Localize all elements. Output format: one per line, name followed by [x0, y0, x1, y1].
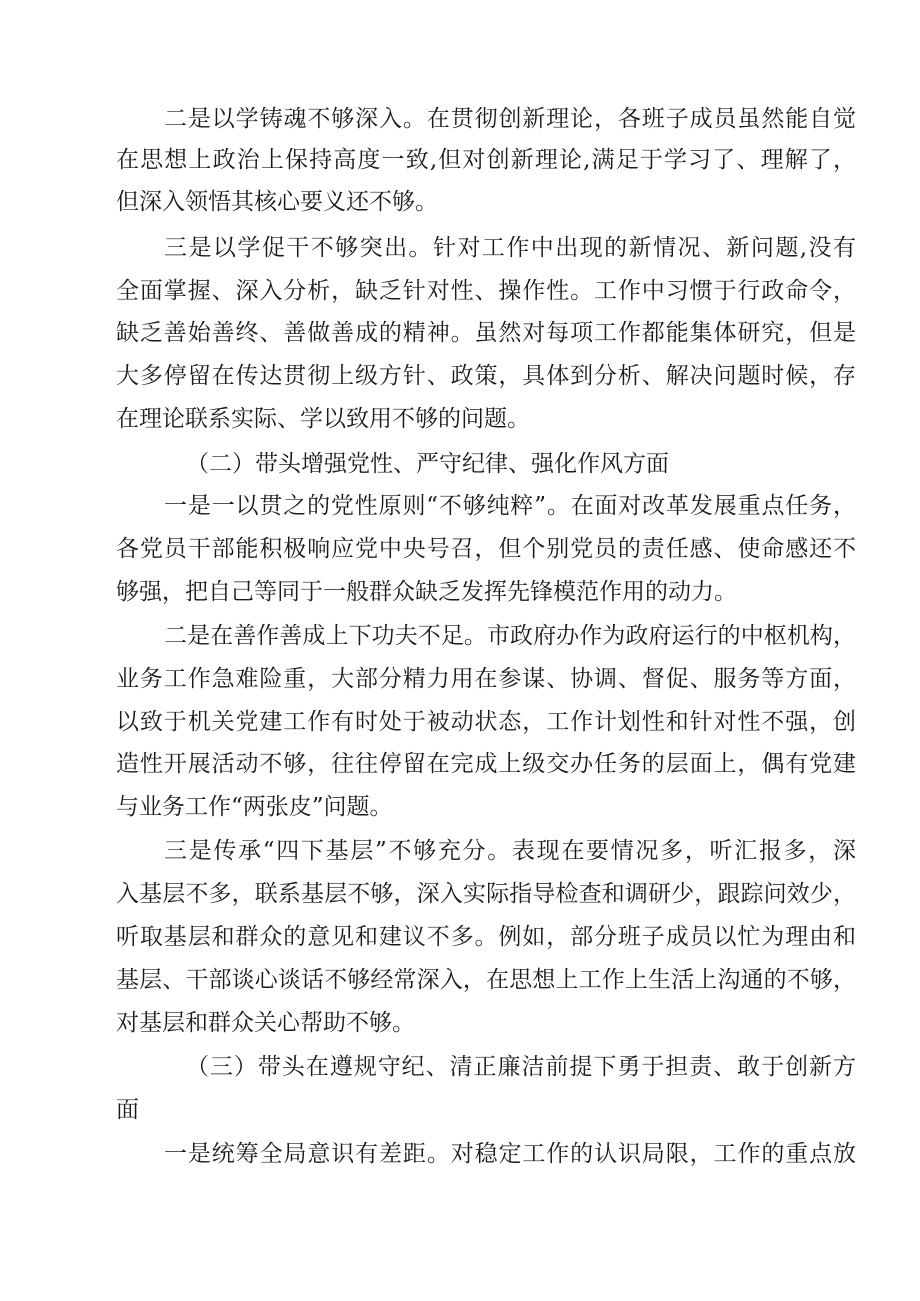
- paragraph-2-line-2: 全面掌握、深入分析，缺乏针对性、操作性。工作中习惯于行政命令，: [116, 278, 856, 304]
- paragraph-3-line-2: 各党员干部能积极响应党中央号召，但个别党员的责任感、使命感还不: [116, 536, 856, 562]
- paragraph-1-line-3: 但深入领悟其核心要义还不够。: [116, 189, 438, 215]
- section-heading-2: （二）带头增强党性、严守纪律、强化作风方面: [186, 451, 669, 477]
- paragraph-1-line-2: 在思想上政治上保持高度一致,但对创新理论,满足于学习了、理解了，: [116, 147, 856, 173]
- paragraph-2-line-4: 大多停留在传达贯彻上级方针、政策，具体到分析、解决问题时候，存: [116, 363, 856, 389]
- paragraph-6-line-1: 一是统筹全局意识有差距。对稳定工作的认识局限，工作的重点放: [164, 1141, 856, 1167]
- paragraph-4-line-5: 与业务工作“两张皮”问题。: [116, 794, 393, 820]
- paragraph-2-line-1: 三是以学促干不够突出。针对工作中出现的新情况、新问题,没有: [164, 235, 856, 261]
- paragraph-3-line-3: 够强，把自己等同于一般群众缺乏发挥先锋模范作用的动力。: [116, 579, 737, 605]
- paragraph-1-line-1: 二是以学铸魂不够深入。在贯彻创新理论，各班子成员虽然能自觉: [164, 106, 856, 132]
- paragraph-5-line-2: 入基层不多，联系基层不够，深入实际指导检查和调研少，跟踪问效少，: [116, 881, 856, 907]
- paragraph-4-line-3: 以致于机关党建工作有时处于被动状态，工作计划性和针对性不强，创: [116, 709, 856, 735]
- paragraph-2-line-3: 缺乏善始善终、善做善成的精神。虽然对每项工作都能集体研究，但是: [116, 320, 856, 346]
- section-heading-3-line-2: 面: [116, 1097, 139, 1123]
- paragraph-4-line-4: 造性开展活动不够，往往停留在完成上级交办任务的层面上，偶有党建: [116, 751, 856, 777]
- paragraph-4-line-1: 二是在善作善成上下功夫不足。市政府办作为政府运行的中枢机构，: [164, 623, 856, 649]
- section-heading-3-line-1: （三）带头在遵规守纪、清正廉洁前提下勇于担责、敢于创新方: [186, 1054, 856, 1080]
- paragraph-3-line-1: 一是一以贯之的党性原则“不够纯粹”。在面对改革发展重点任务，: [164, 493, 856, 519]
- paragraph-5-line-1: 三是传承“四下基层”不够充分。表现在要情况多，听汇报多，深: [164, 838, 856, 864]
- paragraph-2-line-5: 在理论联系实际、学以致用不够的问题。: [116, 406, 530, 432]
- paragraph-5-line-3: 听取基层和群众的意见和建议不多。例如，部分班子成员以忙为理由和: [116, 924, 856, 950]
- paragraph-5-line-5: 对基层和群众关心帮助不够。: [116, 1010, 415, 1036]
- paragraph-4-line-2: 业务工作急难险重，大部分精力用在参谋、协调、督促、服务等方面，: [116, 666, 856, 692]
- paragraph-5-line-4: 基层、干部谈心谈话不够经常深入，在思想上工作上生活上沟通的不够，: [116, 967, 856, 993]
